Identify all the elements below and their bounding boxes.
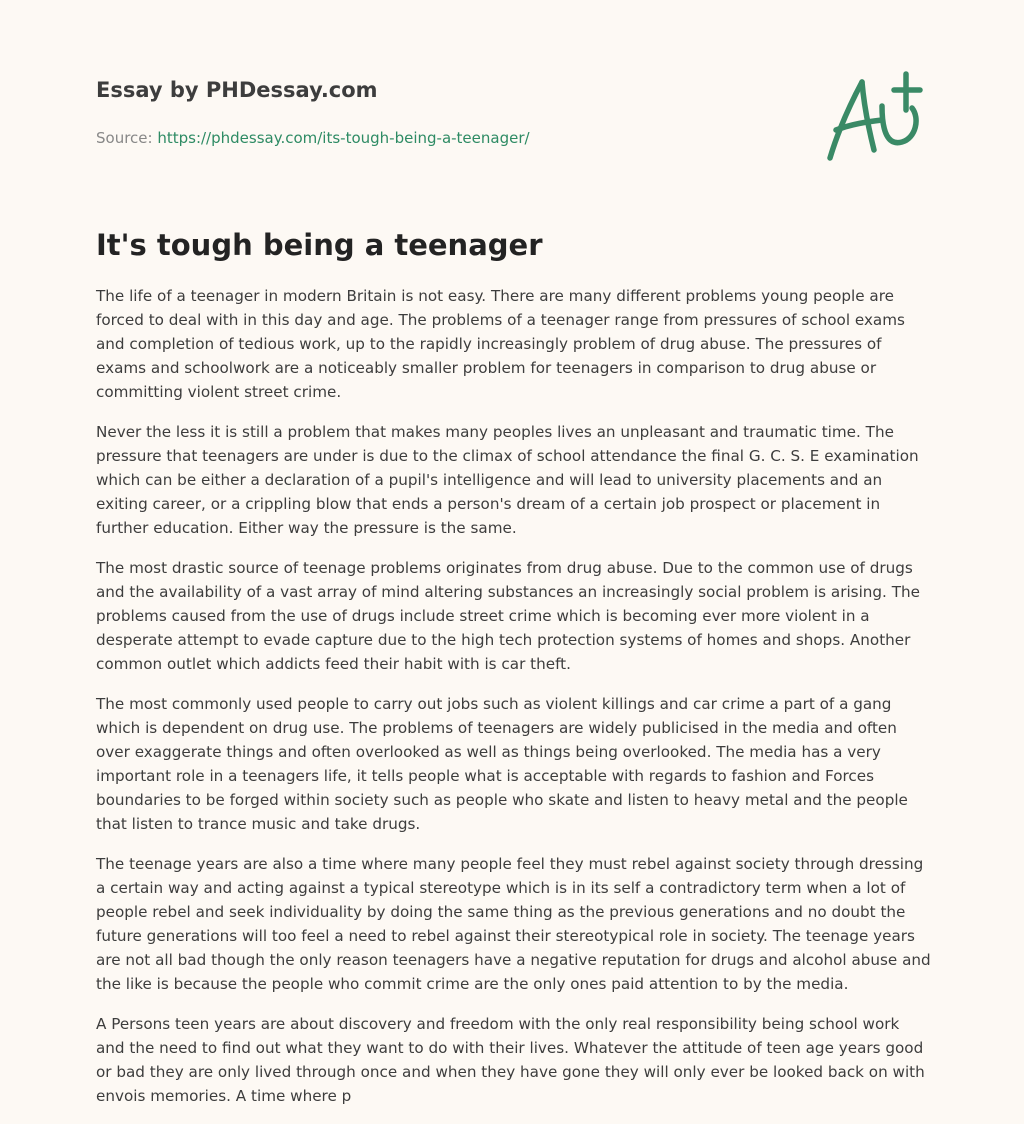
essay-paragraph: The most commonly used people to carry out jobs such as violent killings and car crime a part of a gang which is dependent on drug use. The problems of teenagers are widely publicised in the media and often over exaggerate things and often overlooked as well as things being overlooked. The media has a very important role in a teenagers life, it tells people what is acceptable with regards to fashion and Forces boundaries to be forged within society such as people who skate and listen to heavy metal and the people that listen to trance music and take drugs.: [96, 695, 908, 833]
essay-paragraph: Never the less it is still a problem that makes many peoples lives an unpleasant and traumatic time. The pressure that teenagers are under is due to the climax of school attendance the final G. C. S. E examination which can be either a declaration of a pupil's intelligence and will lead to university placements and an exiting career, or a crippling blow that ends a person's dream of a certain job prospect or placement in further education. Either way the pressure is the same.: [96, 423, 919, 537]
source-line: [96, 128, 796, 148]
essay-header: [96, 76, 796, 148]
essay-paragraph: A Persons teen years are about discovery and freedom with the only real responsibility being school work and the need to find out what they want to do with their lives. Whatever the attitude of teen age years good or bad they are only lived through once and when they have gone they will only ever be looked back on with envois memories. A time where p: [96, 1015, 925, 1105]
source-link[interactable]: https://phdessay.com/its-tough-being-a-teenager/: [157, 129, 530, 147]
essay-paragraph: The teenage years are also a time where many people feel they must rebel against society through dressing a certain way and acting against a typical stereotype which is in its self a contradictory term when a lot of people rebel and seek individuality by doing the same thing as the previous generations and no doubt the future generations will too feel a need to rebel against their stereotypical role in society. The teenage years are not all bad though the only reason teenagers have a negative reputation for drugs and alcohol abuse and the like is because the people who commit crime are the only ones paid attention to by the media.: [96, 855, 931, 993]
essay-paragraph: The most drastic source of teenage problems originates from drug abuse. Due to the common use of drugs and the availability of a vast array of mind altering substances an increasingly social problem is arising. The problems caused from the use of drugs include street crime which is becoming ever more violent in a desperate attempt to evade capture due to the high tech protection systems of homes and shops. Another common outlet which addicts feed their habit with is car theft.: [96, 559, 920, 673]
essay-paragraph: The life of a teenager in modern Britain is not easy. There are many different problems young people are forced to deal with in this day and age. The problems of a teenager range from pressures of school exams and completion of tedious work, up to the rapidly increasingly problem of drug abuse. The pressures of exams and schoolwork are a noticeably smaller problem for teenagers in comparison to drug abuse or committing violent street crime.: [96, 287, 905, 401]
source-label: Source:: [96, 129, 158, 147]
brand-title: Essay by PHDessay.com: [96, 78, 378, 102]
a-plus-logo: [822, 70, 926, 164]
essay-title: It's tough being a teenager: [96, 228, 543, 262]
essay-body: [96, 284, 932, 1124]
